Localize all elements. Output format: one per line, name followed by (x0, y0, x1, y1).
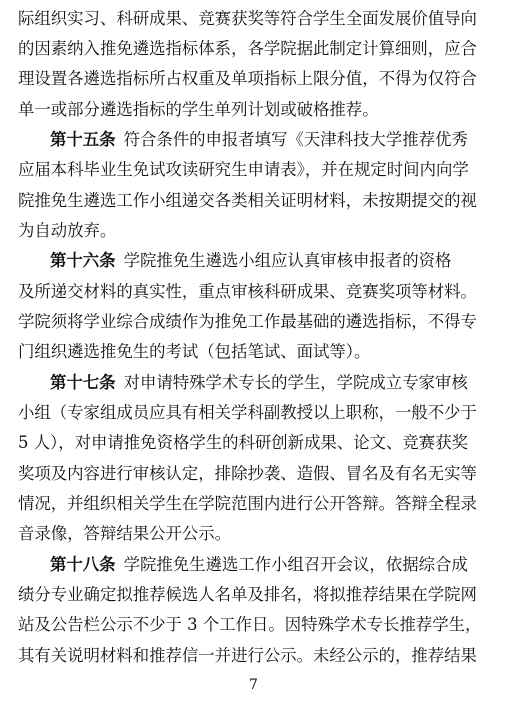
text-line: 际组织实习、科研成果、竞赛获奖等符合学生全面发展价值导向 (18, 9, 477, 28)
text-line: 其有关说明材料和推荐信一并进行公示。未经公示的，推荐结果 (18, 646, 477, 665)
text-line: 的因素纳入推免遴选指标体系，各学院据此制定计算细则，应合 (18, 39, 477, 58)
page-number: 7 (249, 677, 258, 693)
article-15-first-line (50, 125, 488, 155)
text-line: 5 人），对申请推免资格学生的科研创新成果、论文、竞赛获奖 (18, 433, 468, 452)
text-line: 学院须将学业综合成绩作为推免工作最基础的遴选指标，不得专 (18, 312, 477, 331)
article-17-heading: 第十七条 (50, 373, 116, 392)
article-16-first-line (50, 246, 488, 276)
article-18-first-line (50, 550, 488, 580)
text-line: 音录像，答辩结果公开公示。 (18, 524, 232, 543)
article-17-text: 对申请特殊学术专长的学生，学院成立专家审核 (123, 373, 468, 392)
article-18-heading: 第十八条 (50, 555, 116, 574)
text-line: 及所递交材料的真实性，重点审核科研成果、竞赛奖项等材料。 (18, 282, 477, 301)
text-line: 单一或部分遴选指标的学生单列计划或破格推荐。 (18, 100, 379, 119)
text-line: 情况，并组织相关学生在学院范围内进行公开答辩。答辩全程录 (18, 494, 477, 513)
article-16-heading: 第十六条 (50, 251, 116, 270)
text-line: 为自动放弃。 (18, 221, 117, 240)
article-18-text: 学院推免生遴选工作小组召开会议，依据综合成 (123, 555, 468, 574)
text-line: 绩分专业确定拟推荐候选人名单及排名，将拟推荐结果在学院网 (18, 585, 477, 604)
article-16-text: 学院推免生遴选小组应认真审核申报者的资格 (123, 251, 452, 270)
text-line: 站及公告栏公示不少于 3 个工作日。因特殊学术专长推荐学生， (18, 615, 482, 634)
text-line: 院推免生遴选工作小组递交各类相关证明材料，未按期提交的视 (18, 191, 477, 210)
text-line: 小组（专家组成员应具有相关学科副教授以上职称，一般不少于 (18, 403, 477, 422)
text-line: 应届本科毕业生免试攻读研究生申请表》，并在规定时间内向学 (18, 160, 469, 179)
text-line: 门组织遴选推免生的考试（包括笔试、面试等）。 (18, 342, 371, 361)
text-line: 奖项及内容进行审核认定，排除抄袭、造假、冒名及有名无实等 (18, 464, 477, 483)
text-line: 理设置各遴选指标所占权重及单项指标上限分值，不得为仅符合 (18, 69, 477, 88)
article-15-text: 符合条件的申报者填写《天津科技大学推荐优秀 (123, 130, 468, 149)
article-17-first-line (50, 368, 488, 398)
article-15-heading: 第十五条 (50, 130, 116, 149)
